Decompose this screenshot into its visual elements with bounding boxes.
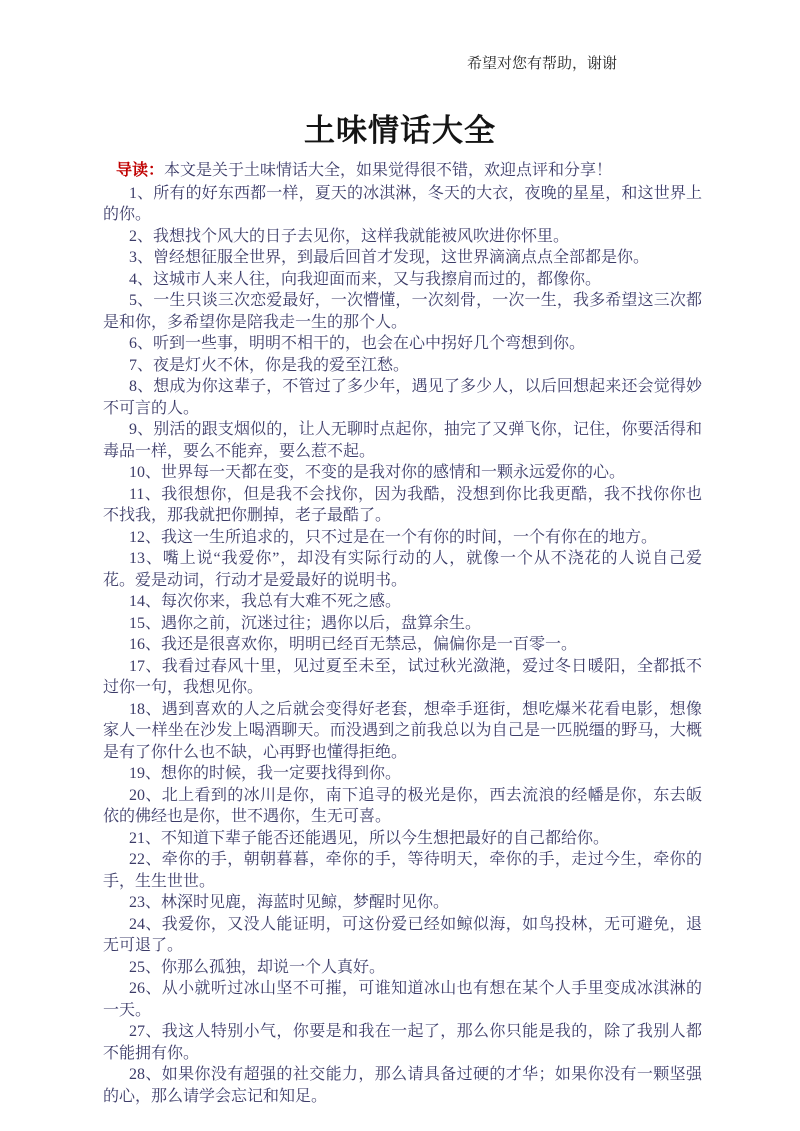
list-item: 15、遇你之前，沉迷过往；遇你以后，盘算余生。 bbox=[129, 614, 482, 632]
list-item: 13、嘴上说“我爱你”，却没有实际行动的人，就像一个从不浇花的人说自己爱花。爱是动词，行动才是爱最好的说明书。 bbox=[103, 550, 702, 589]
list-item: 9、别活的跟支烟似的，让人无聊时点起你，抽完了又弹飞你，记住，你要活得和毒品一样，要么不能弃，要么惹不起。 bbox=[103, 421, 702, 460]
list-item: 23、林深时见鹿，海蓝时见鲸，梦醒时见你。 bbox=[129, 894, 450, 911]
list-item: 3、曾经想征服全世界，到最后回首才发现，这世界滴滴点点全部都是你。 bbox=[129, 249, 650, 266]
intro-label: 导读： bbox=[116, 162, 165, 179]
list-item: 24、我爱你，又没人能证明，可这份爱已经如鲸似海，如鸟投林，无可避免，退无可退了。 bbox=[103, 915, 702, 954]
list-item: 16、我还是很喜欢你，明明已经百无禁忌，偏偏你是一百零一。 bbox=[129, 636, 578, 653]
list-item: 19、想你的时候，我一定要找得到你。 bbox=[129, 765, 402, 782]
list-item: 28、如果你没有超强的社交能力，那么请具备过硬的才华；如果你没有一颗坚强的心，那么请学会忘记和知足。 bbox=[103, 1066, 702, 1105]
list-item: 18、遇到喜欢的人之后就会变得好老套，想牵手逛街，想吃爆米花看电影，想像家人一样坐在沙发上喝酒聊天。而没遇到之前我总以为自己是一匹脱缰的野马，大概是有了你什么也不缺，心再野也懂得拒绝。 bbox=[103, 700, 702, 761]
header-note: 希望对您有帮助，谢谢 bbox=[466, 55, 617, 72]
page-title: 土味情话大全 bbox=[304, 113, 496, 148]
quote-list bbox=[103, 183, 702, 1108]
list-item: 4、这城市人来人往，向我迎面而来，又与我擦肩而过的，都像你。 bbox=[129, 270, 602, 288]
intro-text: 本文是关于土味情话大全，如果觉得很不错，欢迎点评和分享！ bbox=[164, 162, 613, 179]
list-item: 12、我这一生所追求的，只不过是在一个有你的时间，一个有你在的地方。 bbox=[129, 528, 658, 546]
list-item: 5、一生只谈三次恋爱最好，一次懵懂，一次刻骨，一次一生，我多希望这三次都是和你，多希望你是陪我走一生的那个人。 bbox=[103, 292, 702, 331]
list-item: 17、我看过春风十里，见过夏至未至，试过秋光潋滟，爱过冬日暖阳，全都抵不过你一句，我想见你。 bbox=[103, 657, 702, 696]
list-item: 22、牵你的手，朝朝暮暮，牵你的手，等待明天，牵你的手，走过今生，牵你的手，生生世世。 bbox=[103, 851, 702, 890]
list-item: 27、我这人特别小气，你要是和我在一起了，那么你只能是我的，除了我别人都不能拥有你。 bbox=[103, 1023, 702, 1062]
list-item: 7、夜是灯火不休，你是我的爱至江愁。 bbox=[129, 356, 410, 374]
list-item: 25、你那么孤独，却说一个人真好。 bbox=[129, 958, 386, 976]
list-item: 21、不知道下辈子能否还能遇见，所以今生想把最好的自己都给你。 bbox=[129, 829, 610, 847]
list-item: 8、想成为你这辈子，不管过了多少年，遇见了多少人，以后回想起来还会觉得妙不可言的人。 bbox=[103, 378, 702, 417]
list-item: 6、听到一些事，明明不相干的，也会在心中拐好几个弯想到你。 bbox=[129, 335, 586, 352]
list-item: 26、从小就听过冰山坚不可摧，可谁知道冰山也有想在某个人手里变成冰淇淋的一天。 bbox=[103, 980, 702, 1019]
list-item: 11、我很想你，但是我不会找你，因为我酷，没想到你比我更酷，我不找你你也不找我，那我就把你删掉，老子最酷了。 bbox=[103, 485, 702, 524]
list-item: 20、北上看到的冰川是你，南下追寻的极光是你，西去流浪的经幡是你，东去皈依的佛经也是你，世不遇你，生无可喜。 bbox=[103, 786, 702, 825]
list-item: 10、世界每一天都在变，不变的是我对你的感情和一颗永远爱你的心。 bbox=[129, 464, 626, 481]
intro-paragraph bbox=[103, 160, 702, 182]
list-item: 14、每次你来，我总有大难不死之感。 bbox=[129, 593, 402, 610]
list-item: 2、我想找个风大的日子去见你，这样我就能被风吹进你怀里。 bbox=[129, 227, 570, 245]
document-body bbox=[103, 160, 702, 1107]
list-item: 1、所有的好东西都一样，夏天的冰淇淋，冬天的大衣，夜晚的星星，和这世界上的你。 bbox=[103, 184, 702, 223]
